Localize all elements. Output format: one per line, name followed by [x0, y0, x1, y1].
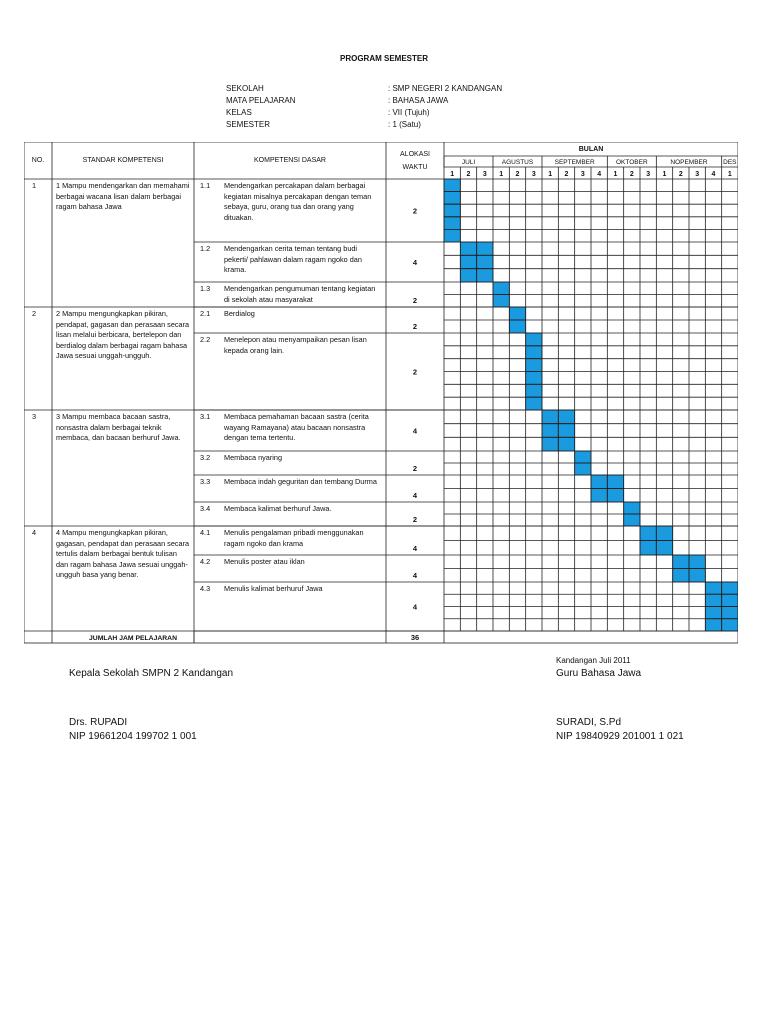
kd-description: Menelepon atau menyampaikan pesan lisan kepada orang lain. — [224, 335, 367, 355]
page-title: PROGRAM SEMESTER — [339, 54, 428, 63]
schedule-cell-active — [640, 541, 656, 556]
kd-number: 1.2 — [200, 244, 211, 253]
schedule-cell-active — [591, 489, 607, 503]
section-number: 1 — [32, 181, 37, 190]
schedule-cell-active — [526, 359, 542, 372]
info-label: SEMESTER — [226, 120, 271, 129]
week-number: 1 — [662, 171, 667, 178]
week-number: 2 — [466, 171, 471, 178]
alokasi-value: 2 — [412, 464, 418, 473]
schedule-cell-active — [558, 410, 574, 424]
schedule-cell-active — [722, 607, 738, 619]
week-number: 2 — [629, 171, 634, 178]
headmaster-nip: NIP 19661204 199702 1 001 — [69, 731, 197, 742]
info-value: : BAHASA JAWA — [388, 96, 449, 105]
schedule-cell-active — [558, 424, 574, 438]
schedule-cell-active — [575, 451, 591, 463]
month-label: NOPEMBER — [670, 159, 708, 166]
alokasi-value: 2 — [412, 296, 418, 305]
week-number: 3 — [531, 171, 536, 178]
kd-number: 3.1 — [200, 412, 211, 421]
schedule-cell-active — [542, 410, 558, 424]
header-alokasi: WAKTU — [402, 164, 428, 171]
schedule-cell-active — [607, 475, 623, 489]
standar-kompetensi: 4 Mampu mengungkapkan pikiran, gagasan, pendapat dan perasaan secara tertulis dalam berbagai bentuk tulisan dan ragam bahasa Jawa sesuai unggah-ungguh basa yang benar. — [56, 528, 190, 580]
kd-number: 1.1 — [200, 181, 211, 190]
schedule-cell-active — [444, 204, 460, 217]
schedule-cell-active — [722, 594, 738, 606]
kd-number: 4.2 — [200, 557, 211, 566]
program-table — [24, 142, 738, 642]
alokasi-value: 2 — [412, 206, 418, 216]
alokasi-value: 4 — [412, 491, 418, 500]
headmaster-title: Kepala Sekolah SMPN 2 Kandangan — [69, 668, 234, 679]
month-label: AGUSTUS — [501, 159, 534, 166]
schedule-cell-active — [477, 242, 493, 255]
month-label: SEPTEMBER — [554, 159, 595, 166]
kd-number: 2.1 — [200, 309, 211, 318]
standar-kompetensi: 1 Mampu mendengarkan dan memahami berbagai wacana lisan dalam berbagai ragam bahasa Jawa — [56, 181, 190, 212]
alokasi-value: 4 — [412, 571, 418, 580]
schedule-cell-active — [444, 179, 460, 192]
schedule-cell-active — [493, 282, 509, 295]
schedule-cell-active — [526, 333, 542, 346]
week-number: 1 — [499, 171, 504, 178]
week-number: 4 — [711, 171, 716, 178]
teacher-name: SURADI, S.Pd — [556, 717, 622, 728]
week-number: 3 — [646, 171, 651, 178]
schedule-cell-active — [444, 217, 460, 230]
place-date: Kandangan Juli 2011 — [556, 656, 631, 665]
headmaster-name: Drs. RUPADI — [69, 717, 128, 728]
standar-kompetensi: 2 Mampu mengungkapkan pikiran, pendapat, gagasan dan perasaan secara lisan melalui berbicara, bertelepon dan berdialog dalam berbagai ragam bahasa Jawa sesuai unggah-ungguh. — [56, 309, 190, 361]
total-value: 36 — [410, 633, 420, 642]
schedule-cell-active — [624, 514, 640, 526]
month-label: JULI — [461, 159, 476, 166]
info-value: : SMP NEGERI 2 KANDANGAN — [388, 84, 503, 93]
week-number: 3 — [695, 171, 700, 178]
alokasi-value: 4 — [412, 544, 418, 553]
header-alokasi: ALOKASI — [400, 151, 430, 158]
info-label: KELAS — [226, 108, 252, 117]
schedule-cell-active — [705, 607, 721, 619]
alokasi-value: 4 — [412, 426, 418, 436]
alokasi-value: 4 — [412, 258, 418, 267]
schedule-cell-active — [558, 437, 574, 451]
schedule-cell-active — [509, 307, 525, 320]
schedule-cell-active — [656, 526, 672, 541]
schedule-cell-active — [526, 384, 542, 397]
week-number: 1 — [548, 171, 553, 178]
section-number: 2 — [32, 309, 37, 318]
schedule-cell-active — [509, 320, 525, 333]
schedule-cell-active — [607, 489, 623, 503]
schedule-cell-active — [689, 569, 705, 583]
week-number: 1 — [727, 171, 732, 178]
kd-number: 1.3 — [200, 284, 211, 293]
schedule-cell-active — [722, 582, 738, 594]
kd-number: 3.4 — [200, 504, 211, 513]
schedule-cell-active — [444, 192, 460, 205]
kd-description: Menulis pengalaman pribadi menggunakan ragam ngoko dan krama — [224, 528, 364, 548]
schedule-cell-active — [640, 526, 656, 541]
schedule-cell-active — [542, 424, 558, 438]
week-number: 2 — [515, 171, 520, 178]
teacher-nip: NIP 19840929 201001 1 021 — [556, 731, 684, 742]
schedule-cell-active — [705, 619, 721, 631]
section-number: 4 — [32, 528, 37, 537]
alokasi-value: 2 — [412, 367, 418, 377]
week-number: 1 — [450, 171, 455, 178]
schedule-cell-active — [722, 619, 738, 631]
schedule-cell-active — [673, 569, 689, 583]
month-label: DES — [723, 159, 737, 166]
month-label: OKTOBER — [615, 159, 648, 166]
alokasi-value: 2 — [412, 322, 418, 331]
schedule-cell-active — [591, 475, 607, 489]
alokasi-value: 2 — [412, 515, 418, 524]
info-label: MATA PELAJARAN — [226, 96, 296, 105]
schedule-cell-active — [444, 229, 460, 242]
kd-description: Menulis kalimat berhuruf Jawa — [224, 584, 323, 593]
total-label: JUMLAH JAM PELAJARAN — [89, 635, 177, 642]
schedule-cell-active — [542, 437, 558, 451]
info-label: SEKOLAH — [226, 84, 264, 93]
schedule-cell-active — [689, 555, 705, 569]
schedule-cell-active — [656, 541, 672, 556]
kd-description: Mendengarkan percakapan dalam berbagai kegiatan misalnya percakapan dengan teman sebaya, guru, orang tua dan orang yang dituakan. — [224, 181, 372, 222]
info-value: : VII (Tujuh) — [388, 108, 430, 117]
kd-description: Membaca indah geguritan dan tembang Durma — [224, 477, 377, 486]
schedule-cell-active — [526, 372, 542, 385]
standar-kompetensi: 3 Mampu membaca bacaan sastra, nonsastra dalam berbagai teknik membaca, dan bacaan berhuruf Jawa. — [56, 412, 181, 443]
schedule-cell-active — [624, 502, 640, 514]
section-number: 3 — [32, 412, 37, 421]
kd-number: 3.3 — [200, 477, 211, 486]
kd-description: Berdialog — [224, 309, 255, 318]
week-number: 4 — [597, 171, 602, 178]
teacher-title: Guru Bahasa Jawa — [556, 668, 642, 679]
kd-number: 2.2 — [200, 335, 211, 344]
header-sk: STANDAR KOMPETENSI — [82, 157, 164, 164]
kd-description: Membaca nyaring — [224, 453, 282, 462]
kd-number: 3.2 — [200, 453, 211, 462]
schedule-cell-active — [705, 594, 721, 606]
week-number: 2 — [678, 171, 683, 178]
header-kd: KOMPETENSI DASAR — [254, 157, 326, 164]
week-number: 3 — [482, 171, 487, 178]
header-bulan: BULAN — [578, 146, 604, 153]
schedule-cell-active — [460, 269, 476, 282]
schedule-cell-active — [493, 295, 509, 308]
schedule-cell-active — [460, 255, 476, 268]
kd-description: Membaca pemahaman bacaan sastra (cerita wayang Ramayana) atau bacaan nonsastra dengan tema tertentu. — [224, 412, 369, 443]
header-no: NO. — [31, 157, 45, 164]
schedule-cell-active — [460, 242, 476, 255]
schedule-cell-active — [477, 269, 493, 282]
kd-number: 4.3 — [200, 584, 211, 593]
schedule-cell-active — [575, 463, 591, 475]
info-value: : 1 (Satu) — [388, 120, 421, 129]
schedule-cell-active — [526, 346, 542, 359]
schedule-cell-active — [526, 397, 542, 410]
week-number: 2 — [564, 171, 569, 178]
kd-number: 4.1 — [200, 528, 211, 537]
schedule-cell-active — [673, 555, 689, 569]
kd-description: Menulis poster atau iklan — [224, 557, 305, 566]
alokasi-value: 4 — [412, 602, 418, 612]
kd-description: Membaca kalimat berhuruf Jawa. — [224, 504, 332, 513]
week-number: 1 — [613, 171, 618, 178]
schedule-cell-active — [477, 255, 493, 268]
schedule-cell-active — [705, 582, 721, 594]
week-number: 3 — [580, 171, 585, 178]
kd-description: Mendengarkan cerita teman tentang budi pekerti/ pahlawan dalam ragam ngoko dan krama. — [224, 244, 362, 275]
kd-description: Mendengarkan pengumuman tentang kegiatan di sekolah atau masyarakat — [224, 284, 376, 304]
